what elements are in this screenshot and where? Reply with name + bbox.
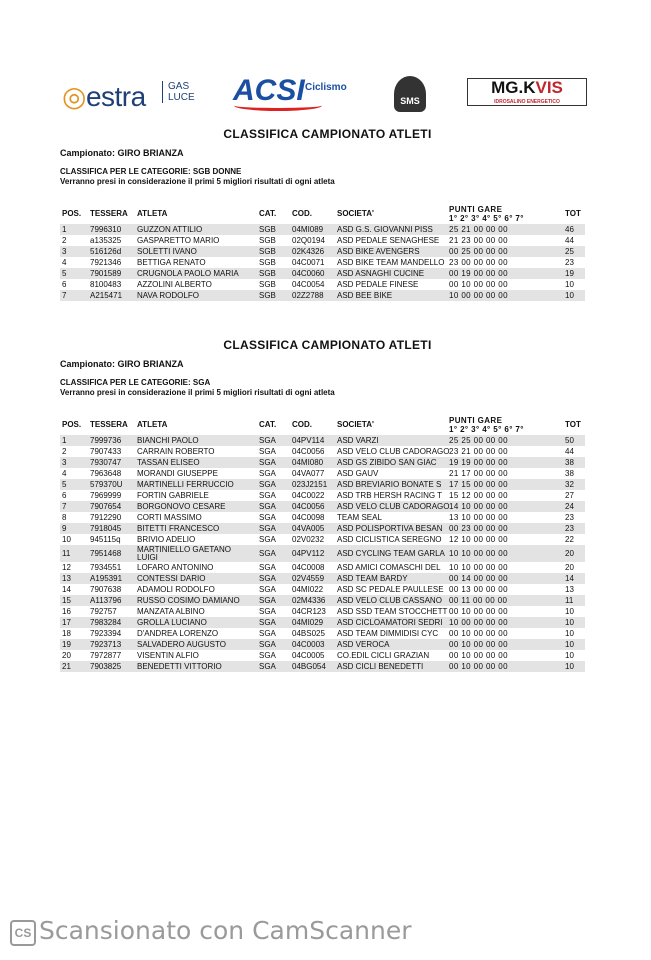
cell-pos: 1 (62, 225, 67, 234)
cell-atleta: GROLLA LUCIANO (137, 618, 207, 627)
table-row (60, 639, 585, 650)
cell-tessera: 7996310 (90, 225, 122, 234)
cell-punti: 00 10 00 00 00 (449, 280, 508, 289)
cell-tessera: 7912290 (90, 513, 122, 522)
table-row (60, 628, 585, 639)
cell-tessera: 7923394 (90, 629, 122, 638)
cell-atleta: CORTI MASSIMO (137, 513, 202, 522)
cell-cod: 04BS025 (292, 629, 325, 638)
section-title: CLASSIFICA CAMPIONATO ATLETI (223, 127, 432, 141)
cell-tessera: 7972877 (90, 651, 122, 660)
cell-pos: 9 (62, 524, 67, 533)
camscanner-icon: CS (10, 920, 36, 946)
cell-societa: ASD GS ZIBIDO SAN GIAC (337, 458, 437, 467)
cell-atleta: BENEDETTI VITTORIO (137, 662, 222, 671)
cell-atleta: VISENTIN ALFIO (137, 651, 199, 660)
cell-cat: SGB (259, 258, 276, 267)
cell-atleta: GASPARETTO MARIO (137, 236, 220, 245)
cell-atleta: BIANCHI PAOLO (137, 436, 199, 445)
cell-cod: 04PV114 (292, 436, 325, 445)
table-row (60, 279, 585, 290)
sponsor-logos (0, 70, 651, 120)
cell-tessera: 7918045 (90, 524, 122, 533)
cell-punti: 23 00 00 00 00 (449, 258, 508, 267)
table-row (60, 268, 585, 279)
cell-societa: ASD VEROCA (337, 640, 390, 649)
cell-atleta: GUZZON ATTILIO (137, 225, 203, 234)
cell-cod: 04BG054 (292, 662, 326, 671)
cell-punti: 00 10 00 00 00 (449, 662, 508, 671)
table-row (60, 512, 585, 523)
cell-tessera: 792757 (90, 607, 117, 616)
cell-tot: 10 (565, 662, 574, 671)
cell-tessera: 8100483 (90, 280, 122, 289)
cell-tot: 24 (565, 502, 574, 511)
cell-punti: 00 14 00 00 00 (449, 574, 508, 583)
cell-tessera: 7923713 (90, 640, 122, 649)
cell-societa: ASD SC PEDALE PAULLESE (337, 585, 444, 594)
cell-punti: 10 10 00 00 00 (449, 563, 508, 572)
col-tot: TOT (565, 420, 581, 429)
considerazione-note: Verranno presi in considerazione il primi 5 migliori risultati di ogni atleta (60, 177, 335, 186)
cell-atleta: CONTESSI DARIO (137, 574, 206, 583)
col-societa: SOCIETA' (337, 420, 374, 429)
cell-cod: 02V4559 (292, 574, 325, 583)
cell-cod: 04VA005 (292, 524, 325, 533)
col-punti-gare: PUNTI GARE (449, 416, 503, 425)
cell-societa: ASD G.S. GIOVANNI PISS (337, 225, 433, 234)
table-row (60, 595, 585, 606)
cell-pos: 2 (62, 236, 67, 245)
table-row (60, 235, 585, 246)
cell-punti: 15 12 00 00 00 (449, 491, 508, 500)
cell-punti: 00 19 00 00 00 (449, 269, 508, 278)
table-row (60, 290, 585, 301)
col-punti-numbers: 1° 2° 3° 4° 5° 6° 7° (449, 425, 524, 434)
cell-punti: 25 21 00 00 00 (449, 225, 508, 234)
cell-societa: ASD ASNAGHI CUCINE (337, 269, 425, 278)
cell-tot: 10 (565, 651, 574, 660)
cell-cat: SGB (259, 291, 276, 300)
table-row (60, 534, 585, 545)
cell-cod: 04C0005 (292, 651, 325, 660)
cell-societa: ASD PEDALE SENAGHESE (337, 236, 440, 245)
classifica-section-sgb (60, 127, 595, 317)
cell-tot: 19 (565, 269, 574, 278)
cell-cod: 04MI022 (292, 585, 324, 594)
cell-cat: SGA (259, 447, 276, 456)
table-row (60, 224, 585, 235)
table-row (60, 457, 585, 468)
cell-societa: ASD TRB HERSH RACING T (337, 491, 443, 500)
col-tessera: TESSERA (90, 209, 128, 218)
cell-societa: ASD SSD TEAM STOCCHETT (337, 607, 448, 616)
cell-cod: 02K4326 (292, 247, 325, 256)
col-punti-numbers: 1° 2° 3° 4° 5° 6° 7° (449, 214, 524, 223)
cell-cod: 02Z2788 (292, 291, 324, 300)
cell-tot: 46 (565, 225, 574, 234)
cell-societa: ASD TEAM BARDY (337, 574, 408, 583)
table-row (60, 446, 585, 457)
table-row (60, 562, 585, 573)
cell-tessera: 7907638 (90, 585, 122, 594)
cell-tot: 14 (565, 574, 574, 583)
cell-punti: 00 25 00 00 00 (449, 247, 508, 256)
cell-cat: SGA (259, 563, 276, 572)
cell-tot: 10 (565, 291, 574, 300)
cell-pos: 7 (62, 291, 67, 300)
cell-punti: 00 10 00 00 00 (449, 629, 508, 638)
col-pos: POS. (62, 420, 82, 429)
cell-cat: SGA (259, 480, 276, 489)
cell-tot: 27 (565, 491, 574, 500)
table-row (60, 479, 585, 490)
cell-tessera: 516126d (90, 247, 122, 256)
cell-punti: 13 10 00 00 00 (449, 513, 508, 522)
col-cat: CAT. (259, 420, 277, 429)
cell-tessera: 7934551 (90, 563, 122, 572)
cell-cat: SGA (259, 607, 276, 616)
cell-tot: 10 (565, 607, 574, 616)
cell-societa: ASD TEAM DIMMIDISI CYC (337, 629, 439, 638)
cell-punti: 00 10 00 00 00 (449, 607, 508, 616)
cell-tessera: 7963648 (90, 469, 122, 478)
col-cat: CAT. (259, 209, 277, 218)
cell-societa: ASD BIKE AVENGERS (337, 247, 420, 256)
cell-atleta: CARRAIN ROBERTO (137, 447, 215, 456)
cell-pos: 19 (62, 640, 71, 649)
cell-tot: 22 (565, 535, 574, 544)
table-row (60, 617, 585, 628)
cell-cat: SGA (259, 651, 276, 660)
cell-cat: SGA (259, 524, 276, 533)
table-body (60, 435, 585, 672)
cell-societa: ASD VELO CLUB CASSANO (337, 596, 442, 605)
cell-tessera: A113796 (90, 596, 122, 605)
cell-cat: SGA (259, 629, 276, 638)
cell-punti: 00 13 00 00 00 (449, 585, 508, 594)
campionato-label: Campionato: GIRO BRIANZA (60, 359, 184, 369)
table-row (60, 523, 585, 534)
categorie-label: CLASSIFICA PER LE CATEGORIE: SGA (60, 378, 211, 387)
cell-atleta: ADAMOLI RODOLFO (137, 585, 215, 594)
cell-societa: ASD GAUV (337, 469, 379, 478)
cell-pos: 14 (62, 585, 71, 594)
cell-tot: 11 (565, 596, 574, 605)
cell-atleta: LOFARO ANTONINO (137, 563, 214, 572)
cell-tot: 23 (565, 513, 574, 522)
table-row (60, 650, 585, 661)
cell-pos: 4 (62, 258, 67, 267)
cell-tot: 10 (565, 618, 574, 627)
cell-tot: 13 (565, 585, 574, 594)
cell-pos: 10 (62, 535, 71, 544)
cell-atleta: AZZOLINI ALBERTO (137, 280, 212, 289)
cell-punti: 00 11 00 00 00 (449, 596, 508, 605)
categorie-label: CLASSIFICA PER LE CATEGORIE: SGB DONNE (60, 167, 242, 176)
cell-cod: 04C0003 (292, 640, 325, 649)
cell-cod: 04C0054 (292, 280, 325, 289)
cell-pos: 1 (62, 436, 67, 445)
cell-punti: 10 00 00 00 00 (449, 618, 508, 627)
cell-atleta: CRUGNOLA PAOLO MARIA (137, 269, 239, 278)
cell-societa: ASD BEE BIKE (337, 291, 393, 300)
cell-tot: 32 (565, 480, 574, 489)
cell-tot: 44 (565, 447, 574, 456)
cell-cat: SGA (259, 549, 276, 558)
cell-tessera: 579370U (90, 480, 123, 489)
cell-societa: ASD BIKE TEAM MANDELLO (337, 258, 445, 267)
col-pos: POS. (62, 209, 82, 218)
table-row (60, 490, 585, 501)
cell-punti: 10 00 00 00 00 (449, 291, 508, 300)
col-atleta: ATLETA (137, 209, 168, 218)
mgkvis-logo: MG.KVIS IDROSALINO ENERGETICO (467, 78, 587, 106)
cell-cod: 04C0060 (292, 269, 325, 278)
cell-cod: 04MI080 (292, 458, 324, 467)
cell-cat: SGB (259, 247, 276, 256)
table-row (60, 468, 585, 479)
cell-punti: 14 10 00 00 00 (449, 502, 508, 511)
cell-pos: 3 (62, 458, 67, 467)
campionato-label: Campionato: GIRO BRIANZA (60, 148, 184, 158)
cell-atleta: MARTINELLI FERRUCCIO (137, 480, 234, 489)
cell-pos: 17 (62, 618, 71, 627)
cell-punti: 10 10 00 00 00 (449, 549, 508, 558)
cell-atleta: MARTINIELLO GAETANO LUIGI (137, 545, 231, 562)
cell-punti: 00 10 00 00 00 (449, 651, 508, 660)
table-row (60, 257, 585, 268)
cell-cat: SGA (259, 574, 276, 583)
table-row (60, 501, 585, 512)
table-row (60, 606, 585, 617)
cell-cat: SGA (259, 662, 276, 671)
cell-societa: ASD CICLOAMATORI SEDRI (337, 618, 443, 627)
cell-tessera: A215471 (90, 291, 123, 300)
cell-pos: 16 (62, 607, 71, 616)
gas-luce-logo: GAS LUCE (162, 81, 195, 103)
cell-tot: 38 (565, 469, 574, 478)
camscanner-text: Scansionato con CamScanner (39, 916, 412, 945)
cell-tessera: 7983284 (90, 618, 122, 627)
cell-cod: 04MI089 (292, 225, 324, 234)
cell-societa: ASD CYCLING TEAM GARLA (337, 549, 445, 558)
cell-tot: 25 (565, 247, 574, 256)
mgkvis-subtitle: IDROSALINO ENERGETICO (468, 99, 586, 105)
cell-tessera: 7999736 (90, 436, 122, 445)
cell-punti: 12 10 00 00 00 (449, 535, 508, 544)
cell-tessera: 7901589 (90, 269, 122, 278)
acsi-ciclismo-label: Ciclismo (305, 82, 347, 93)
cell-societa: ASD VARZI (337, 436, 379, 445)
table-row (60, 584, 585, 595)
cell-pos: 13 (62, 574, 71, 583)
cell-tessera: 7930747 (90, 458, 122, 467)
cell-cod: 04CR123 (292, 607, 326, 616)
cell-cod: 04C0008 (292, 563, 325, 572)
cell-pos: 2 (62, 447, 67, 456)
cell-tot: 44 (565, 236, 574, 245)
col-cod: COD. (292, 209, 312, 218)
cell-tot: 20 (565, 563, 574, 572)
cell-cod: 04C0022 (292, 491, 325, 500)
cell-tessera: a135325 (90, 236, 122, 245)
cell-tessera: 7903825 (90, 662, 122, 671)
cell-societa: ASD POLISPORTIVA BESAN (337, 524, 443, 533)
cell-cat: SGB (259, 225, 276, 234)
cell-atleta: BORGONOVO CESARE (137, 502, 226, 511)
cell-tessera: A195391 (90, 574, 123, 583)
cell-tot: 10 (565, 640, 574, 649)
cell-tot: 38 (565, 458, 574, 467)
cell-cat: SGB (259, 236, 276, 245)
cell-cod: 02V0232 (292, 535, 325, 544)
table-row (60, 435, 585, 446)
col-punti-gare: PUNTI GARE (449, 205, 503, 214)
cell-cod: 04C0056 (292, 502, 325, 511)
cell-cod: 02M4336 (292, 596, 326, 605)
cell-societa: ASD VELO CLUB CADORAGO (337, 502, 450, 511)
considerazione-note: Verranno presi in considerazione il primi 5 migliori risultati di ogni atleta (60, 388, 335, 397)
cell-cod: 023J2151 (292, 480, 328, 489)
cell-pos: 6 (62, 280, 67, 289)
cell-cod: 04MI029 (292, 618, 324, 627)
cell-societa: ASD PEDALE FINESE (337, 280, 419, 289)
col-tessera: TESSERA (90, 420, 128, 429)
cell-pos: 21 (62, 662, 71, 671)
cell-punti: 00 10 00 00 00 (449, 640, 508, 649)
cell-societa: ASD BREVIARIO BONATE S (337, 480, 442, 489)
cell-societa: ASD VELO CLUB CADORAGO (337, 447, 450, 456)
col-tot: TOT (565, 209, 581, 218)
cell-cat: SGA (259, 458, 276, 467)
cell-pos: 15 (62, 596, 71, 605)
cell-cod: 04VA077 (292, 469, 325, 478)
cell-pos: 18 (62, 629, 71, 638)
cell-tessera: 7969999 (90, 491, 122, 500)
cell-pos: 11 (62, 549, 71, 558)
cell-cod: 04C0056 (292, 447, 325, 456)
cell-atleta: D'ANDREA LORENZO (137, 629, 219, 638)
col-cod: COD. (292, 420, 312, 429)
table-body (60, 224, 585, 301)
sms-logo: SMS (394, 76, 426, 112)
cell-cat: SGA (259, 469, 276, 478)
cell-pos: 8 (62, 513, 67, 522)
cell-societa: ASD AMICI COMASCHI DEL (337, 563, 441, 572)
table-row (60, 246, 585, 257)
cell-atleta: FORTIN GABRIELE (137, 491, 209, 500)
cell-cat: SGA (259, 618, 276, 627)
cell-pos: 4 (62, 469, 67, 478)
acsi-logo: ACSI (233, 74, 305, 107)
camscanner-watermark (6, 916, 646, 946)
cell-atleta: SALVADERO AUGUSTO (137, 640, 226, 649)
cell-tessera: 7907433 (90, 447, 122, 456)
table-row (60, 573, 585, 584)
table-header (60, 205, 585, 225)
cell-punti: 21 23 00 00 00 (449, 236, 508, 245)
cell-punti: 00 23 00 00 00 (449, 524, 508, 533)
cell-tessera: 945115q (90, 535, 121, 544)
table-row (60, 661, 585, 672)
cell-atleta: BETTIGA RENATO (137, 258, 206, 267)
cell-societa: ASD CICLISTICA SEREGNO (337, 535, 442, 544)
cell-cod: 04C0071 (292, 258, 325, 267)
cell-pos: 7 (62, 502, 67, 511)
cell-tot: 20 (565, 549, 574, 558)
cell-cod: 02Q0194 (292, 236, 325, 245)
cell-atleta: NAVA RODOLFO (137, 291, 199, 300)
cell-pos: 5 (62, 269, 67, 278)
cell-societa: TEAM SEAL (337, 513, 382, 522)
cell-atleta: BRIVIO ADELIO (137, 535, 196, 544)
cell-cat: SGB (259, 280, 276, 289)
cell-tot: 10 (565, 280, 574, 289)
section-title: CLASSIFICA CAMPIONATO ATLETI (223, 338, 432, 352)
cell-cat: SGA (259, 513, 276, 522)
cell-pos: 20 (62, 651, 71, 660)
cell-cat: SGA (259, 491, 276, 500)
cell-atleta: RUSSO COSIMO DAMIANO (137, 596, 240, 605)
cell-punti: 17 15 00 00 00 (449, 480, 508, 489)
col-atleta: ATLETA (137, 420, 168, 429)
cell-tot: 50 (565, 436, 574, 445)
cell-cod: 04PV112 (292, 549, 325, 558)
cell-cod: 04C0098 (292, 513, 325, 522)
cell-societa: ASD CICLI BENEDETTI (337, 662, 424, 671)
cell-cat: SGA (259, 436, 276, 445)
cell-punti: 25 25 00 00 00 (449, 436, 508, 445)
cell-atleta: MORANDI GIUSEPPE (137, 469, 218, 478)
cell-tot: 23 (565, 258, 574, 267)
table-header (60, 416, 585, 436)
cell-atleta: TASSAN ELISEO (137, 458, 200, 467)
cell-atleta: BITETTI FRANCESCO (137, 524, 220, 533)
table-row (60, 545, 585, 562)
cell-cat: SGA (259, 640, 276, 649)
cell-cat: SGA (259, 502, 276, 511)
cell-punti: 19 19 00 00 00 (449, 458, 508, 467)
cell-punti: 21 17 00 00 00 (449, 469, 508, 478)
cell-atleta: MANZATA ALBINO (137, 607, 205, 616)
cell-societa: CO.EDIL CICLI GRAZIAN (337, 651, 430, 660)
cell-pos: 12 (62, 563, 71, 572)
estra-logo: ◎estra (62, 81, 146, 112)
acsi-swoosh-icon (234, 100, 322, 111)
cell-tot: 10 (565, 629, 574, 638)
cell-tessera: 7951468 (90, 549, 122, 558)
cell-tessera: 7907654 (90, 502, 122, 511)
classifica-section-sga (60, 338, 595, 818)
cell-tessera: 7921346 (90, 258, 122, 267)
col-societa: SOCIETA' (337, 209, 374, 218)
cell-cat: SGA (259, 585, 276, 594)
cell-tot: 23 (565, 524, 574, 533)
cell-pos: 3 (62, 247, 67, 256)
cell-pos: 6 (62, 491, 67, 500)
cell-cat: SGA (259, 535, 276, 544)
cell-atleta: SOLETTI IVANO (137, 247, 197, 256)
cell-cat: SGB (259, 269, 276, 278)
cell-punti: 23 21 00 00 00 (449, 447, 508, 456)
cell-pos: 5 (62, 480, 67, 489)
cell-cat: SGA (259, 596, 276, 605)
